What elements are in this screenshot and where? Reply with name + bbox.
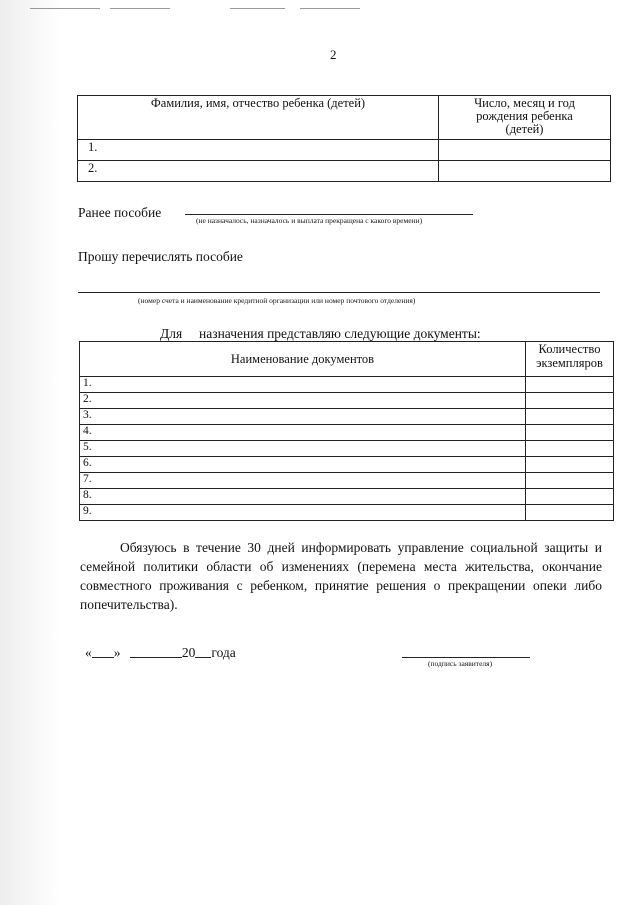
table-row <box>80 473 614 489</box>
table-row <box>80 409 614 425</box>
document-row-number: 3. <box>80 409 526 425</box>
previous-benefit-label: Ранее пособие <box>78 205 162 220</box>
documents-intro: Для назначения представляю следующие документы: <box>160 326 481 341</box>
document-row-number: 1. <box>80 377 526 393</box>
document-row-number: 6. <box>80 457 526 473</box>
document-count-cell[interactable] <box>526 505 614 521</box>
document-count-cell[interactable] <box>526 393 614 409</box>
date-year-suffix: года <box>211 645 236 660</box>
top-scan-line <box>110 8 170 9</box>
table-row <box>80 505 614 521</box>
table-row <box>80 457 614 473</box>
document-row-number: 9. <box>80 505 526 521</box>
table-row <box>78 140 611 161</box>
obligation-paragraph: Обязуюсь в течение 30 дней информировать управление социальной защиты и семейной политики области об изменениях (перемена места жительства, окончание совместного проживания с ребенком, принятие решения о прекращении опеки либо попечительства). <box>80 540 602 612</box>
document-count-cell[interactable] <box>526 409 614 425</box>
transfer-hint: (номер счета и наименование кредитной организации или номер почтового отделения) <box>138 296 416 305</box>
date-open-quote: « <box>85 645 92 660</box>
signature-field[interactable] <box>402 657 530 658</box>
previous-benefit-field[interactable] <box>185 214 473 215</box>
children-table <box>77 95 611 182</box>
transfer-account-field[interactable] <box>78 292 600 293</box>
child-row-number: 2. <box>78 161 439 182</box>
table-header-row <box>78 96 611 140</box>
top-scan-line <box>230 8 285 9</box>
document-name-header: Наименование документов <box>80 342 526 377</box>
document-count-cell[interactable] <box>526 457 614 473</box>
date-day-field[interactable] <box>92 645 114 658</box>
count-header-line: Количество <box>538 342 601 356</box>
document-count-cell[interactable] <box>526 489 614 505</box>
document-row-number: 7. <box>80 473 526 489</box>
document-count-cell[interactable] <box>526 473 614 489</box>
child-name-header: Фамилия, имя, отчество ребенка (детей) <box>78 96 439 140</box>
birthdate-header-line: Число, месяц и год <box>474 96 575 110</box>
table-row <box>80 489 614 505</box>
date-year-prefix: 20 <box>181 645 196 660</box>
document-row-number: 8. <box>80 489 526 505</box>
date-line <box>85 645 236 661</box>
document-row-number: 5. <box>80 441 526 457</box>
date-close-quote: » <box>113 645 121 660</box>
date-month-field[interactable] <box>130 645 182 658</box>
child-row-number: 1. <box>78 140 439 161</box>
birthdate-header-line: рождения ребенка <box>476 109 573 123</box>
table-row <box>80 393 614 409</box>
signature-hint: (подпись заявителя) <box>428 659 493 668</box>
table-header-row <box>80 342 614 377</box>
child-birthdate-cell[interactable] <box>439 140 611 161</box>
table-row <box>80 425 614 441</box>
document-count-cell[interactable] <box>526 441 614 457</box>
table-row <box>80 441 614 457</box>
document-row-number: 4. <box>80 425 526 441</box>
transfer-label: Прошу перечислять пособие <box>78 249 243 264</box>
table-row <box>80 377 614 393</box>
child-birthdate-cell[interactable] <box>439 161 611 182</box>
birthdate-header-line: (детей) <box>505 122 544 136</box>
top-scan-line <box>30 8 100 9</box>
document-count-header <box>526 342 614 377</box>
scan-edge-shadow <box>0 0 60 905</box>
previous-benefit-hint: (не назначалось, назначалось и выплата прекращена с какого времени) <box>196 216 423 225</box>
document-count-cell[interactable] <box>526 425 614 441</box>
count-header-line: экземпляров <box>536 356 603 370</box>
date-year-field[interactable] <box>195 645 211 658</box>
documents-table <box>79 341 614 521</box>
table-row <box>78 161 611 182</box>
document-row-number: 2. <box>80 393 526 409</box>
page-number: 2 <box>330 47 337 62</box>
document-count-cell[interactable] <box>526 377 614 393</box>
top-scan-line <box>300 8 360 9</box>
child-birthdate-header <box>439 96 611 140</box>
